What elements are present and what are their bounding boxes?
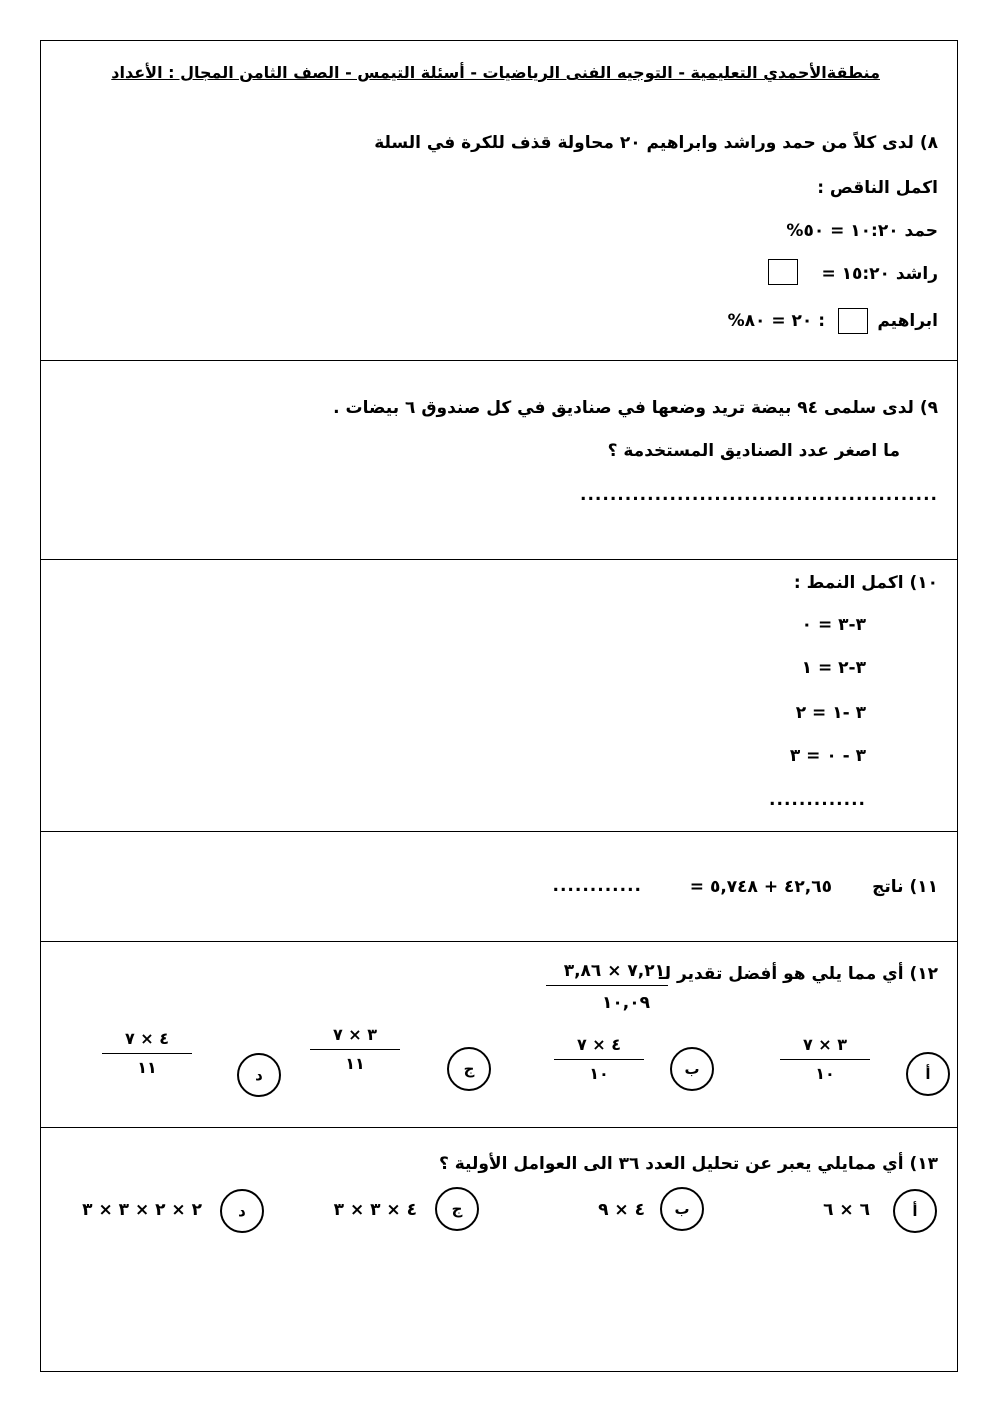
fraction-bar: [102, 1053, 192, 1054]
q11-label: ١١) ناتج: [872, 877, 938, 897]
q13-option-a-letter: أ: [912, 1202, 918, 1220]
fraction-bar: [780, 1059, 870, 1060]
q11-expression: ٤٢,٦٥ + ٥,٧٤٨ =: [689, 877, 832, 897]
q13-option-a-circle[interactable]: [893, 1189, 937, 1233]
q12-option-c-letter: ج: [463, 1060, 475, 1078]
q13-option-c-circle[interactable]: [435, 1187, 479, 1231]
q12-option-c-numerator: ٣ × ٧: [332, 1025, 378, 1044]
q10-pattern-line: ٣-٣ = ٠: [801, 615, 866, 635]
q12-option-a-denominator: ١٠: [815, 1064, 835, 1083]
q12-option-d-circle[interactable]: [237, 1053, 281, 1097]
q12-option-b-denominator: ١٠: [589, 1064, 609, 1083]
q8-line-ibrahim-rest: : ٢٠ = ٨٠%: [727, 311, 825, 331]
q12-option-b-fraction: [554, 1034, 644, 1085]
q8-rashed-answer-box[interactable]: [768, 259, 798, 285]
q12-option-a-numerator: ٣ × ٧: [802, 1035, 848, 1054]
q12-option-b-circle[interactable]: [670, 1047, 714, 1091]
divider: [40, 360, 958, 361]
q9-answer-line[interactable]: ................................................: [580, 485, 938, 505]
q12-option-b-numerator: ٤ × ٧: [576, 1035, 622, 1054]
q10-pattern-line: ٣-٢ = ١: [801, 658, 866, 678]
page-header: منطقةالأحمدي التعليمية - التوجيه الفنى الرياضيات - أسئلة التيمس - الصف الثامن المجال : الأعداد: [111, 63, 880, 82]
q12-stem: ١٢) أي مما يلي هو أفضل تقدير لـ: [658, 964, 938, 984]
q12-option-c-circle[interactable]: [447, 1047, 491, 1091]
q13-option-d-letter: د: [238, 1202, 246, 1220]
q13-option-c-text: ٤ × ٣ × ٣: [333, 1200, 417, 1220]
q13-option-a-text: ٦ × ٦: [823, 1200, 870, 1220]
q10-stem: ١٠) اكمل النمط :: [793, 573, 938, 593]
q13-stem: ١٣) أي ممايلي يعبر عن تحليل العدد ٣٦ الى العوامل الأولية ؟: [438, 1154, 938, 1174]
q12-option-a-circle[interactable]: [906, 1052, 950, 1096]
q13-option-b-letter: ب: [674, 1200, 690, 1218]
q8-stem: ٨) لدى كلاً من حمد وراشد وابراهيم ٢٠ محاولة قذف للكرة في السلة: [374, 133, 938, 153]
q10-answer-line[interactable]: .............: [769, 790, 866, 810]
q12-option-d-letter: د: [255, 1066, 263, 1084]
q12-option-d-denominator: ١١: [137, 1058, 157, 1077]
q9-question: ما اصغر عدد الصناديق المستخدمة ؟: [607, 441, 900, 461]
q12-expression-denominator: ١٠,٠٩: [602, 993, 650, 1013]
q12-option-c-fraction: [310, 1024, 400, 1075]
q8-line-hamad: حمد ١٠:٢٠ = ٥٠%: [786, 221, 938, 241]
q12-option-d-numerator: ٤ × ٧: [124, 1029, 170, 1048]
q12-option-a-fraction: [780, 1034, 870, 1085]
q9-stem: ٩) لدى سلمى ٩٤ بيضة تريد وضعها في صناديق في كل صندوق ٦ بيضات .: [333, 398, 938, 418]
q8-line-rashed: راشد ١٥:٢٠ =: [821, 264, 938, 284]
divider: [40, 941, 958, 942]
fraction-bar: [554, 1059, 644, 1060]
q12-fraction-bar: [546, 985, 668, 986]
q10-pattern-line: ٣ - ٠ = ٣: [789, 746, 866, 766]
q12-option-b-letter: ب: [684, 1060, 700, 1078]
q8-ibrahim-answer-box[interactable]: [838, 308, 868, 334]
q10-pattern-line: ٣ -١ = ٢: [795, 703, 866, 723]
q13-option-d-text: ٢ × ٢ × ٣ × ٣: [82, 1200, 202, 1220]
divider: [40, 1127, 958, 1128]
divider: [40, 559, 958, 560]
q12-expression-numerator: ٧,٢١ × ٣,٨٦: [563, 961, 665, 981]
q8-line-ibrahim-name: ابراهيم: [877, 311, 938, 331]
q12-option-c-denominator: ١١: [345, 1054, 365, 1073]
fraction-bar: [310, 1049, 400, 1050]
q11-answer-line[interactable]: ............: [552, 876, 642, 896]
q13-option-d-circle[interactable]: [220, 1189, 264, 1233]
q13-option-c-letter: ج: [451, 1200, 463, 1218]
q13-option-b-text: ٤ × ٩: [598, 1200, 645, 1220]
q13-option-b-circle[interactable]: [660, 1187, 704, 1231]
q12-option-d-fraction: [102, 1028, 192, 1079]
q12-option-a-letter: أ: [925, 1065, 931, 1083]
divider: [40, 831, 958, 832]
q8-instruction: اكمل الناقص :: [817, 178, 938, 198]
